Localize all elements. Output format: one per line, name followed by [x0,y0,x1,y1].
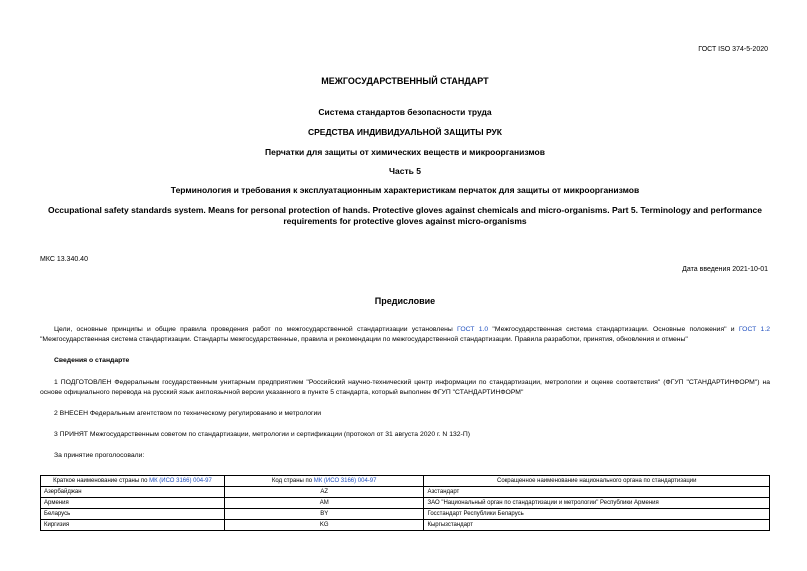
voted-paragraph: За принятие проголосовали: [54,452,145,459]
foreword-paragraph [40,325,770,345]
mk-iso-3166-link[interactable]: МК (ИСО 3166) 004-97 [313,478,377,484]
mks-code: МКС 13.340.40 [40,256,88,263]
country-name-cell: Киргизия [41,520,225,531]
country-code-cell: AZ [224,487,424,498]
gost-1-2-link[interactable]: ГОСТ 1.2 [738,326,770,333]
english-title: Occupational safety standards system. Means for personal protection of hands. Protective gloves against chemicals and micro-organisms. Part 5. Terminology and performance requirements for protective gloves against micro-organisms [47,205,763,226]
accepted-paragraph: 3 ПРИНЯТ Межгосударственным советом по стандартизации, метрологии и сертификации (протокол от 31 августа 2020 г. N 132-П) [54,431,470,438]
prepared-paragraph: 1 ПОДГОТОВЛЕН Федеральным государственным унитарным предприятием "Российский научно-технический центр информации по стандартизации, метрологии и оценке соответствия" (ФГУП "СТАНДАРТИНФОРМ") на основе официального перевода на русский язык англоязычной версии указанного в пункте 5 стандарта, который выполнен ФГУП "СТАНДАРТИНФОРМ" [40,379,770,396]
national-body-cell: ЗАО "Национальный орган по стандартизации и метрологии" Республики Армения [424,498,770,509]
table-row [41,509,770,520]
terminology-title: Терминология и требования к эксплуатационным характеристикам перчаток для защиты от микроорганизмов [170,185,640,195]
country-code-cell: KG [224,520,424,531]
voting-countries-table [40,475,770,531]
introduction-date: Дата введения 2021-10-01 [682,266,768,273]
introduced-paragraph: 2 ВНЕСЕН Федеральным агентством по техническому регулированию и метрологии [54,410,322,417]
national-body-cell: Госстандарт Республики Беларусь [424,509,770,520]
foreword-text-part2: "Межгосударственная система стандартизации. Основные положения" и [488,326,739,333]
country-name-cell: Беларусь [41,509,225,520]
country-name-header-text: Краткое наименование страны по [53,478,150,484]
foreword-text-part3: "Межгосударственная система стандартизации. Стандарты межгосударственные, правила и рекомендации по межгосударственной стандартизации. Правила разработки, принятия, обновления и отмены" [40,336,688,343]
country-code-header-text: Код страны по [271,478,314,484]
country-code-cell: AM [224,498,424,509]
table-row [41,487,770,498]
national-body-cell: Азстандарт [424,487,770,498]
table-row [41,498,770,509]
document-id: ГОСТ ISO 374-5-2020 [698,46,768,53]
national-body-header: Сокращенное наименование национального органа по стандартизации [424,476,770,487]
country-name-header [41,476,225,487]
gost-1-0-link[interactable]: ГОСТ 1.0 [457,326,489,333]
country-name-cell: Азербайджан [41,487,225,498]
foreword-heading: Предисловие [374,296,436,306]
table-header-row [41,476,770,487]
system-title: Система стандартов безопасности труда [318,107,492,117]
national-body-cell: Кыргызстандарт [424,520,770,531]
mk-iso-3166-link[interactable]: МК (ИСО 3166) 004-97 [149,478,212,484]
table-row [41,520,770,531]
country-code-header [224,476,424,487]
foreword-text-part1: Цели, основные принципы и общие правила проведения работ по межгосударственной стандартизации установлены [54,326,458,333]
gloves-title: Перчатки для защиты от химических веществ и микроорганизмов [265,147,545,157]
country-code-cell: BY [224,509,424,520]
standard-type-title: МЕЖГОСУДАРСТВЕННЫЙ СТАНДАРТ [321,76,489,86]
standard-info-heading: Сведения о стандарте [54,357,130,364]
country-name-cell: Армения [41,498,225,509]
part-title: Часть 5 [389,166,421,176]
means-title: СРЕДСТВА ИНДИВИДУАЛЬНОЙ ЗАЩИТЫ РУК [307,127,502,137]
